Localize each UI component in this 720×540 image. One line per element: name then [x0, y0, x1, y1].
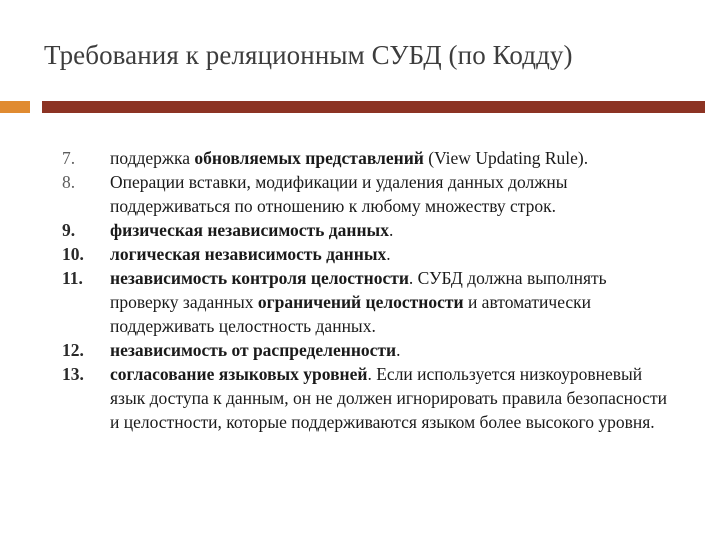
list-item-11 — [0, 266, 720, 338]
item-number: 10. — [62, 244, 84, 264]
slide-title: Требования к реляционным СУБД (по Кодду) — [44, 40, 573, 70]
list-item-13 — [0, 362, 720, 434]
accent-bar-dark-red — [42, 101, 705, 113]
item-text: поддержка обновляемых представлений (View Updating Rule). — [110, 148, 589, 168]
item-text: согласование языковых уровней. Если используется низкоуровневый язык доступа к данным, он не должен игнорировать правила безопасности и целостности, которые поддерживаются языком более высокого уровня. — [110, 364, 667, 432]
item-number: 8. — [62, 172, 76, 192]
list-item-10 — [0, 242, 720, 266]
item-number: 12. — [62, 340, 84, 360]
item-text: логическая независимость данных. — [110, 244, 391, 264]
item-text: физическая независимость данных. — [110, 220, 394, 240]
item-text: Операции вставки, модификации и удаления данных должны поддерживаться по отношению к любому множеству строк. — [110, 172, 568, 216]
accent-bar-orange — [0, 101, 30, 113]
list-item-12 — [0, 338, 720, 362]
item-text: независимость от распределенности. — [110, 340, 401, 360]
list-item-8 — [0, 170, 720, 218]
item-number: 11. — [62, 268, 83, 288]
item-number: 7. — [62, 148, 76, 168]
requirements-list — [0, 146, 720, 434]
item-number: 9. — [62, 220, 76, 240]
item-number: 13. — [62, 364, 84, 384]
list-item-7 — [0, 146, 720, 170]
list-item-9 — [0, 218, 720, 242]
item-text: независимость контроля целостности. СУБД должна выполнять проверку заданных ограничений целостности и автоматически поддерживать целостность данных. — [110, 268, 607, 336]
